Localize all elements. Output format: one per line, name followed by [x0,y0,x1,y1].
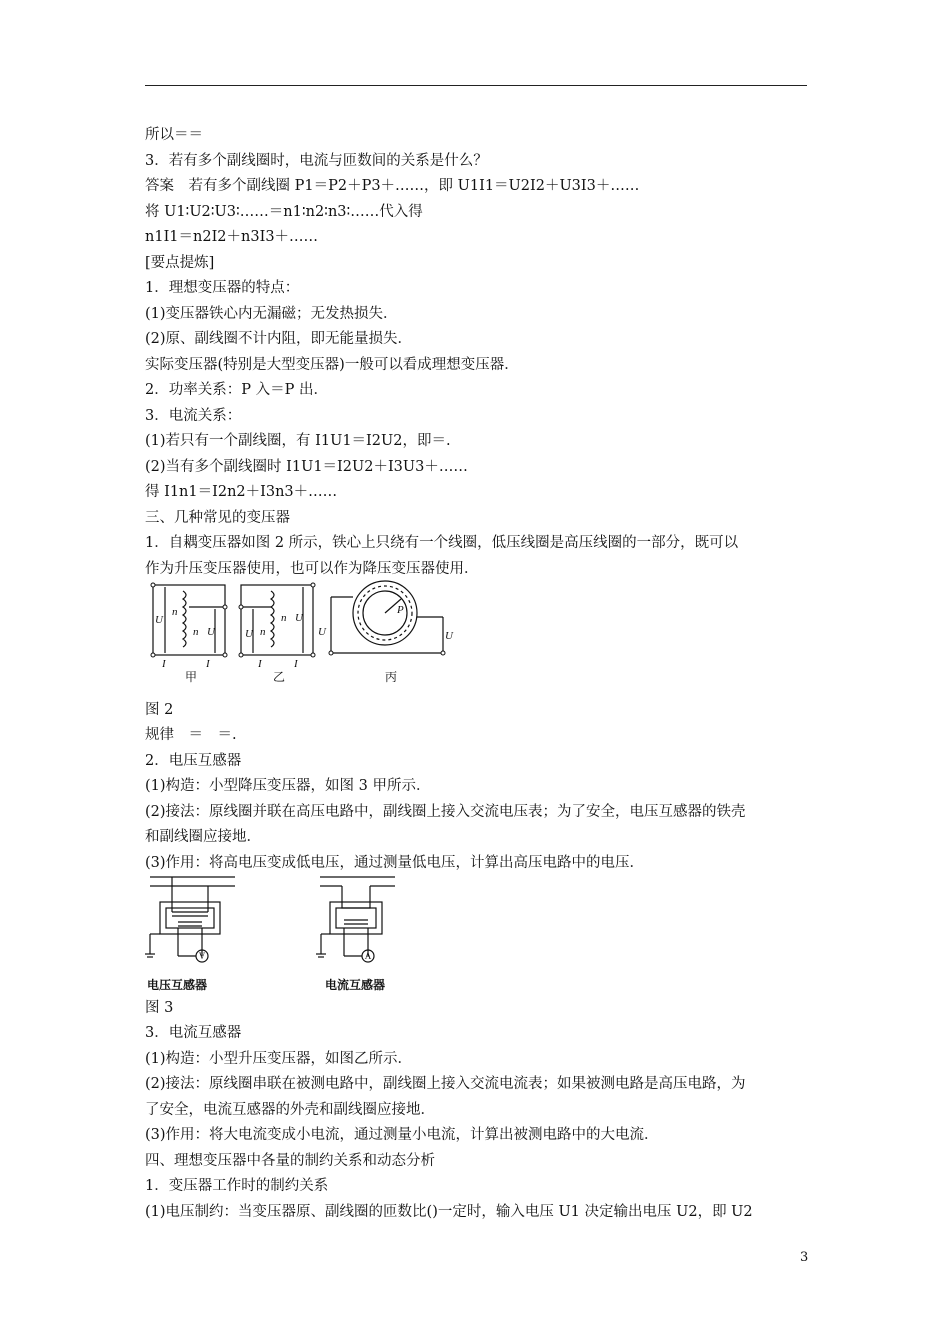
u1-label: U [245,628,253,640]
ammeter-symbol: A [364,951,372,961]
autotransformer-figure [145,577,475,687]
text-line: 2．功率关系：P 入＝P 出． [145,382,328,398]
text-line: 1．理想变压器的特点： [145,280,300,296]
section-heading: 3．电流互感器 [145,1025,242,1041]
u2-label: U [445,630,453,642]
text-line: 规律 ＝ ＝. [145,727,237,743]
i1-label: I [258,658,262,670]
n2-label: n [193,626,199,638]
text-line: (1)电压制约：当变压器原、副线圈的匝数比()一定时，输入电压 U1 决定输出电压 U2，即 U2 [145,1204,753,1220]
ct-frame [330,902,382,934]
text-line: 3．电流关系： [145,408,242,424]
header-rule [145,85,807,86]
n1-label: n [172,606,178,618]
fig-label-bing: 丙 [385,670,398,684]
voltmeter-symbol: V [198,951,206,961]
transformer-instruments-figure [145,872,415,972]
text-line: 1．自耦变压器如图 2 所示，铁心上只绕有一个线圈，低压线圈是高压线圈的一部分，既可以 [145,535,739,551]
text-line: (2)原、副线圈不计内阻，即无能量损失． [145,331,413,347]
u1-label: U [155,614,163,626]
text-line: (1)变压器铁心内无漏磁；无发热损失． [145,306,398,322]
figure-caption: 图 3 [145,1000,174,1016]
u1-label: U [318,626,326,638]
fig-label-yi: 乙 [273,670,286,684]
section-heading: 三、几种常见的变压器 [145,510,290,526]
u2-label: U [207,626,215,638]
text-line: 和副线圈应接地． [145,829,261,845]
section-heading: 四、理想变压器中各量的制约关系和动态分析 [145,1153,435,1169]
text-line: (2)当有多个副线圈时 I1U1＝I2U2＋I3U3＋…… [145,459,468,475]
section-heading: 2．电压互感器 [145,753,242,769]
text-line: 将 U1∶U2∶U3∶……＝n1∶n2∶n3∶……代入得 [145,204,423,220]
text-line: 1．变压器工作时的制约关系 [145,1178,329,1194]
text-line: (3)作用：将高电压变成低电压，通过测量低电压，计算出高压电路中的电压． [145,855,645,871]
p-label: P [397,604,404,616]
text-line: 实际变压器(特别是大型变压器)一般可以看成理想变压器． [145,357,519,373]
vt-label: 电压互感器 [147,978,208,992]
section-heading: [要点提炼] [145,255,215,271]
answer-line: 答案 若有多个副线圈 P1＝P2＋P3＋……，即 U1I1＝U2I2＋U3I3＋…… [145,178,640,194]
text-line: (1)构造：小型降压变压器，如图 3 甲所示． [145,778,431,794]
n2-label: n [281,612,287,624]
text-line: (2)接法：原线圈并联在高压电路中，副线圈上接入交流电压表；为了安全，电压互感器的铁壳 [145,804,746,820]
text-line: 所以＝＝ [145,127,203,143]
question-3: 3．若有多个副线圈时，电流与匝数间的关系是什么？ [145,153,488,169]
text-line: (2)接法：原线圈串联在被测电路中，副线圈上接入交流电流表；如果被测电路是高压电路，为 [145,1076,746,1092]
text-line: (1)构造：小型升压变压器，如图乙所示． [145,1051,413,1067]
page-number: 3 [800,1250,809,1265]
i2-label: I [294,658,298,670]
i2-label: I [206,658,210,670]
figure-caption: 图 2 [145,702,174,718]
text-line: n1I1＝n2I2＋n3I3＋…… [145,229,319,245]
vt-frame [160,902,220,934]
fig-label-jia: 甲 [185,670,198,684]
circuit-frame-jia [153,585,225,655]
i1-label: I [162,658,166,670]
ct-label: 电流互感器 [325,978,386,992]
u2-label: U [295,612,303,624]
text-line: (1)若只有一个副线圈，有 I1U1＝I2U2，即＝. [145,433,451,449]
text-line: 了安全，电流互感器的外壳和副线圈应接地． [145,1102,435,1118]
text-line: 作为升压变压器使用，也可以作为降压变压器使用． [145,561,479,577]
text-line: 得 I1n1＝I2n2＋I3n3＋…… [145,484,338,500]
n1-label: n [260,626,266,638]
text-line: (3)作用：将大电流变成小电流，通过测量小电流，计算出被测电路中的大电流． [145,1127,659,1143]
